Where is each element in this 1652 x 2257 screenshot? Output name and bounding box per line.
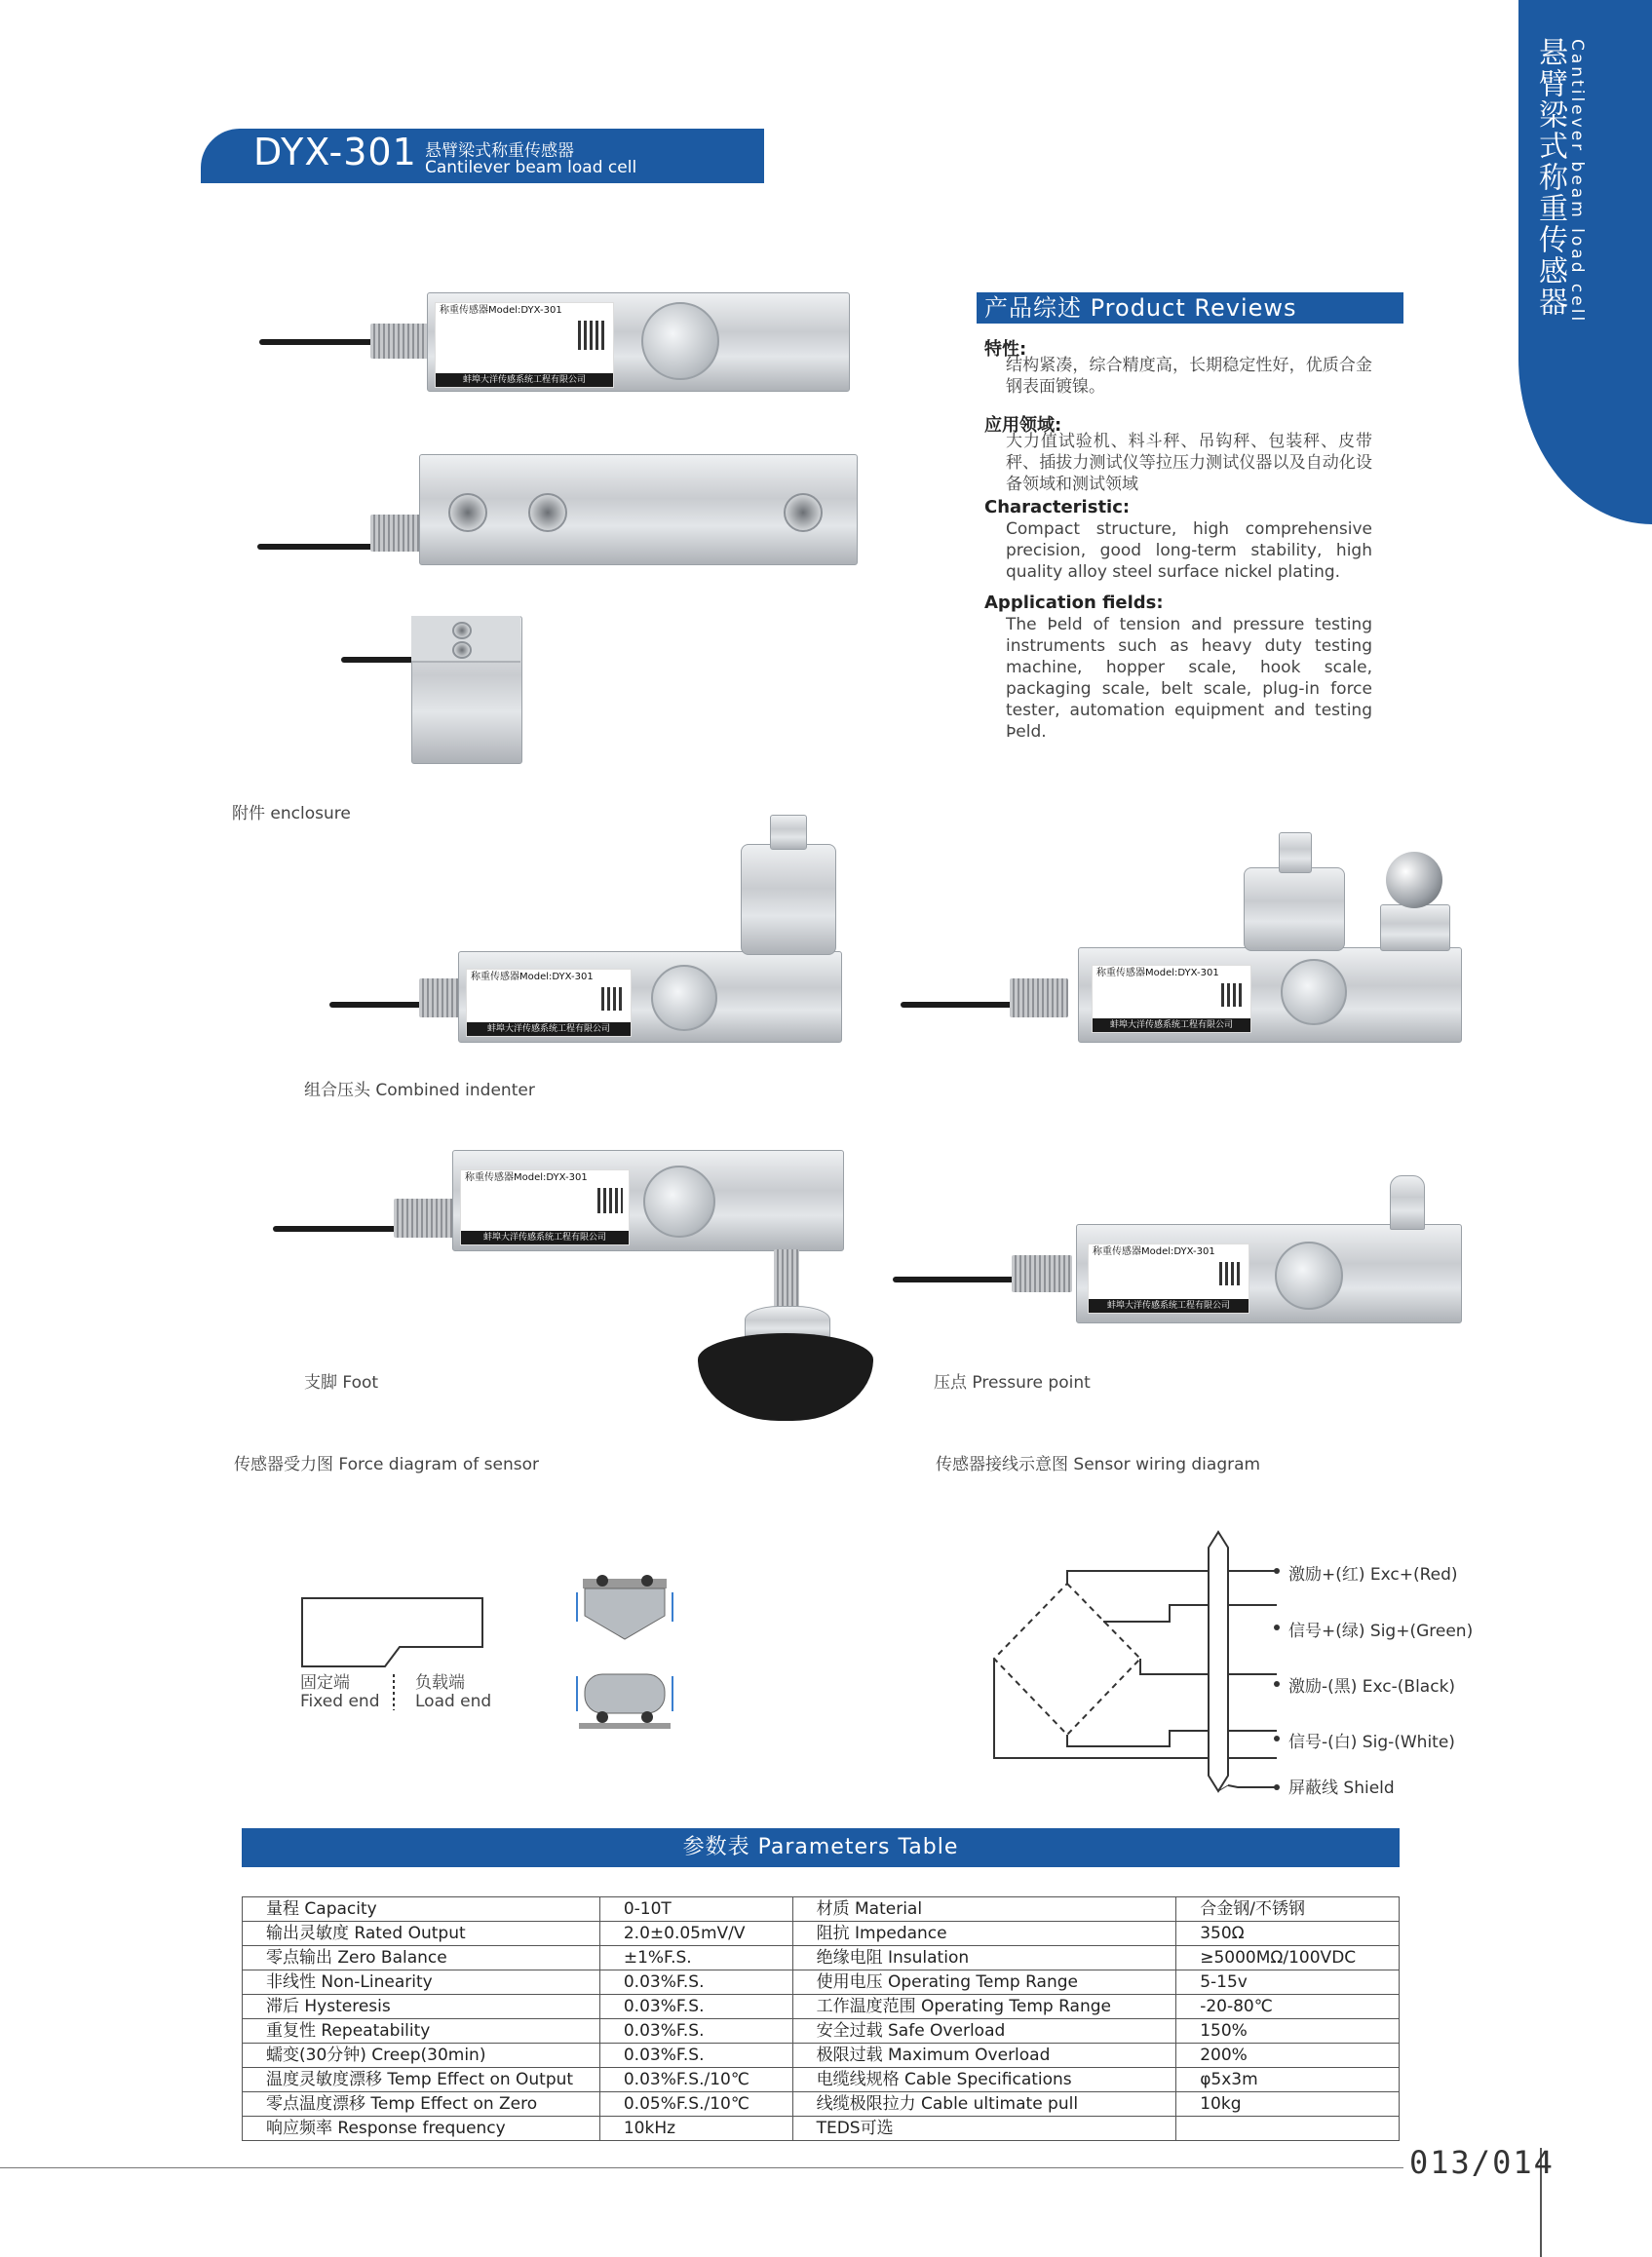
label-company: 蚌埠大洋传感系统工程有限公司 <box>467 1022 631 1036</box>
params-cell: 输出灵敏度 Rated Output <box>243 1922 600 1946</box>
params-row <box>243 1946 1400 1970</box>
params-cell: 非线性 Non-Linearity <box>243 1970 600 1995</box>
params-cell: ±1%F.S. <box>599 1946 792 1970</box>
product-photo-front <box>253 273 858 400</box>
params-cell: 材质 Material <box>792 1897 1176 1922</box>
params-cell: 0.03%F.S. <box>599 2044 792 2068</box>
apps-title: 应用领域: <box>984 415 1062 436</box>
params-cell: 2.0±0.05mV/V <box>599 1922 792 1946</box>
label-title: 称重传感器Model:DYX-301 <box>1089 1244 1249 1260</box>
params-cell: 10kHz <box>599 2117 792 2141</box>
params-cell: 0.03%F.S./10℃ <box>599 2068 792 2092</box>
pressure-point-photo <box>887 1169 1472 1345</box>
apps-text: 大力值试验机、料斗秤、吊钩秤、包装秤、皮带秤、插拔力测试仪等拉压力测试仪器以及自动化设备领域和测试领域 <box>1006 432 1372 494</box>
label-company: 蚌埠大洋传感系统工程有限公司 <box>1089 1299 1249 1313</box>
params-row <box>243 1970 1400 1995</box>
params-cell: 使用电压 Operating Temp Range <box>792 1970 1176 1995</box>
params-cell: φ5x3m <box>1176 2068 1400 2092</box>
params-table <box>242 1896 1400 2141</box>
load-block-icon <box>577 1575 672 1639</box>
label-company: 蚌埠大洋传感系统工程有限公司 <box>436 373 613 387</box>
wire-shield: 屏蔽线 Shield <box>1288 1779 1395 1798</box>
params-row <box>243 1922 1400 1946</box>
fixed-end-cn: 固定端 <box>300 1673 350 1693</box>
fixed-end-en: Fixed end <box>300 1692 380 1711</box>
params-cell: 零点输出 Zero Balance <box>243 1946 600 1970</box>
pressure-block-icon <box>577 1674 672 1729</box>
wiring-diagram <box>984 1520 1296 1803</box>
combined-indenter-caption: 组合压头 Combined indenter <box>304 1081 535 1100</box>
params-cell: 0.03%F.S. <box>599 1995 792 2019</box>
params-cell: -20-80℃ <box>1176 1995 1400 2019</box>
load-end-cn: 负载端 <box>415 1673 465 1693</box>
params-row <box>243 2019 1400 2044</box>
label-company: 蚌埠大洋传感系统工程有限公司 <box>1093 1018 1250 1032</box>
params-cell: 350Ω <box>1176 1922 1400 1946</box>
load-end-en: Load end <box>415 1692 492 1711</box>
params-cell: 150% <box>1176 2019 1400 2044</box>
label-company: 蚌埠大洋传感系统工程有限公司 <box>461 1231 629 1244</box>
params-cell: 合金钢/不锈钢 <box>1176 1897 1400 1922</box>
banner-cn-subtitle: 悬臂梁式称重传感器 <box>425 141 574 161</box>
features-text: 结构紧凑，综合精度高，长期稳定性好，优质合金钢表面镀镍。 <box>1006 356 1372 397</box>
force-diagram-caption: 传感器受力图 Force diagram of sensor <box>234 1455 540 1474</box>
wire-exc-minus: 激励-(黑) Exc-(Black) <box>1288 1677 1456 1697</box>
label-title: 称重传感器Model:DYX-301 <box>467 970 631 985</box>
params-cell: 极限过载 Maximum Overload <box>792 2044 1176 2068</box>
params-cell: 线缆极限拉力 Cable ultimate pull <box>792 2092 1176 2117</box>
params-header: 参数表 Parameters Table <box>242 1828 1400 1867</box>
label-title: 称重传感器Model:DYX-301 <box>1093 966 1250 981</box>
reviews-header: 产品综述 Product Reviews <box>977 292 1403 324</box>
params-cell: 安全过载 Safe Overload <box>792 2019 1176 2044</box>
params-cell: 0-10T <box>599 1897 792 1922</box>
params-cell: 零点温度漂移 Temp Effect on Zero <box>243 2092 600 2117</box>
params-cell: 10kg <box>1176 2092 1400 2117</box>
params-row <box>243 1897 1400 1922</box>
params-row <box>243 2092 1400 2117</box>
wiring-diagram-caption: 传感器接线示意图 Sensor wiring diagram <box>936 1455 1261 1474</box>
params-row <box>243 2068 1400 2092</box>
label-title: 称重传感器Model:DYX-301 <box>461 1170 629 1186</box>
model-title: DYX-301 <box>253 131 417 173</box>
params-row <box>243 2117 1400 2141</box>
characteristic-title: Characteristic: <box>984 497 1131 517</box>
footer-rule <box>0 2167 1403 2168</box>
params-row <box>243 2044 1400 2068</box>
pressure-point-caption: 压点 Pressure point <box>934 1373 1091 1393</box>
application-fields-title: Application fields: <box>984 593 1164 613</box>
params-cell: 响应频率 Response frequency <box>243 2117 600 2141</box>
params-cell: 阻抗 Impedance <box>792 1922 1176 1946</box>
features-title: 特性: <box>984 339 1027 360</box>
params-cell: 滞后 Hysteresis <box>243 1995 600 2019</box>
params-cell: 200% <box>1176 2044 1400 2068</box>
params-row <box>243 1995 1400 2019</box>
params-cell: TEDS可选 <box>792 2117 1176 2141</box>
product-photo-side <box>251 448 865 575</box>
params-cell: 重复性 Repeatability <box>243 2019 600 2044</box>
enclosure-caption: 附件 enclosure <box>232 804 351 823</box>
wire-exc-plus: 激励+(红) Exc+(Red) <box>1288 1565 1458 1585</box>
side-tab-cn: 悬臂梁式称重传感器 <box>1533 37 1567 318</box>
foot-caption: 支脚 Foot <box>304 1373 379 1393</box>
label-title: 称重传感器Model:DYX-301 <box>436 303 613 319</box>
params-cell: 量程 Capacity <box>243 1897 600 1922</box>
params-cell: 工作温度范围 Operating Temp Range <box>792 1995 1176 2019</box>
params-cell: 0.05%F.S./10℃ <box>599 2092 792 2117</box>
combined-indenter-photo <box>322 809 848 1052</box>
characteristic-text: Compact structure, high comprehensive precision, good long-term stability, high quality alloy steel surface nickel plating. <box>1006 519 1372 582</box>
banner-en-subtitle: Cantilever beam load cell <box>425 158 637 177</box>
side-tab-en: Cantilever beam load cell <box>1567 39 1587 325</box>
params-cell: 0.03%F.S. <box>599 1970 792 1995</box>
wire-sig-plus: 信号+(绿) Sig+(Green) <box>1288 1622 1474 1641</box>
page-number: 013/014 <box>1409 2144 1555 2181</box>
params-cell: 5-15v <box>1176 1970 1400 1995</box>
params-cell: 绝缘电阻 Insulation <box>792 1946 1176 1970</box>
params-cell: ≥5000MΩ/100VDC <box>1176 1946 1400 1970</box>
product-photo-end <box>337 614 532 770</box>
params-cell: 蠕变(30分钟) Creep(30min) <box>243 2044 600 2068</box>
params-cell: 电缆线规格 Cable Specifications <box>792 2068 1176 2092</box>
wire-sig-minus: 信号-(白) Sig-(White) <box>1288 1733 1455 1752</box>
combined-indenter-ball-photo <box>897 828 1481 1052</box>
params-cell: 0.03%F.S. <box>599 2019 792 2044</box>
params-cell: 温度灵敏度漂移 Temp Effect on Output <box>243 2068 600 2092</box>
params-cell <box>1176 2117 1400 2141</box>
application-fields-text: The Þeld of tension and pressure testing instruments such as heavy duty testing machine, hopper scale, hook scale, packaging scale, belt scale, plug-in force tester, automation equipment and testing Þeld. <box>1006 615 1372 742</box>
